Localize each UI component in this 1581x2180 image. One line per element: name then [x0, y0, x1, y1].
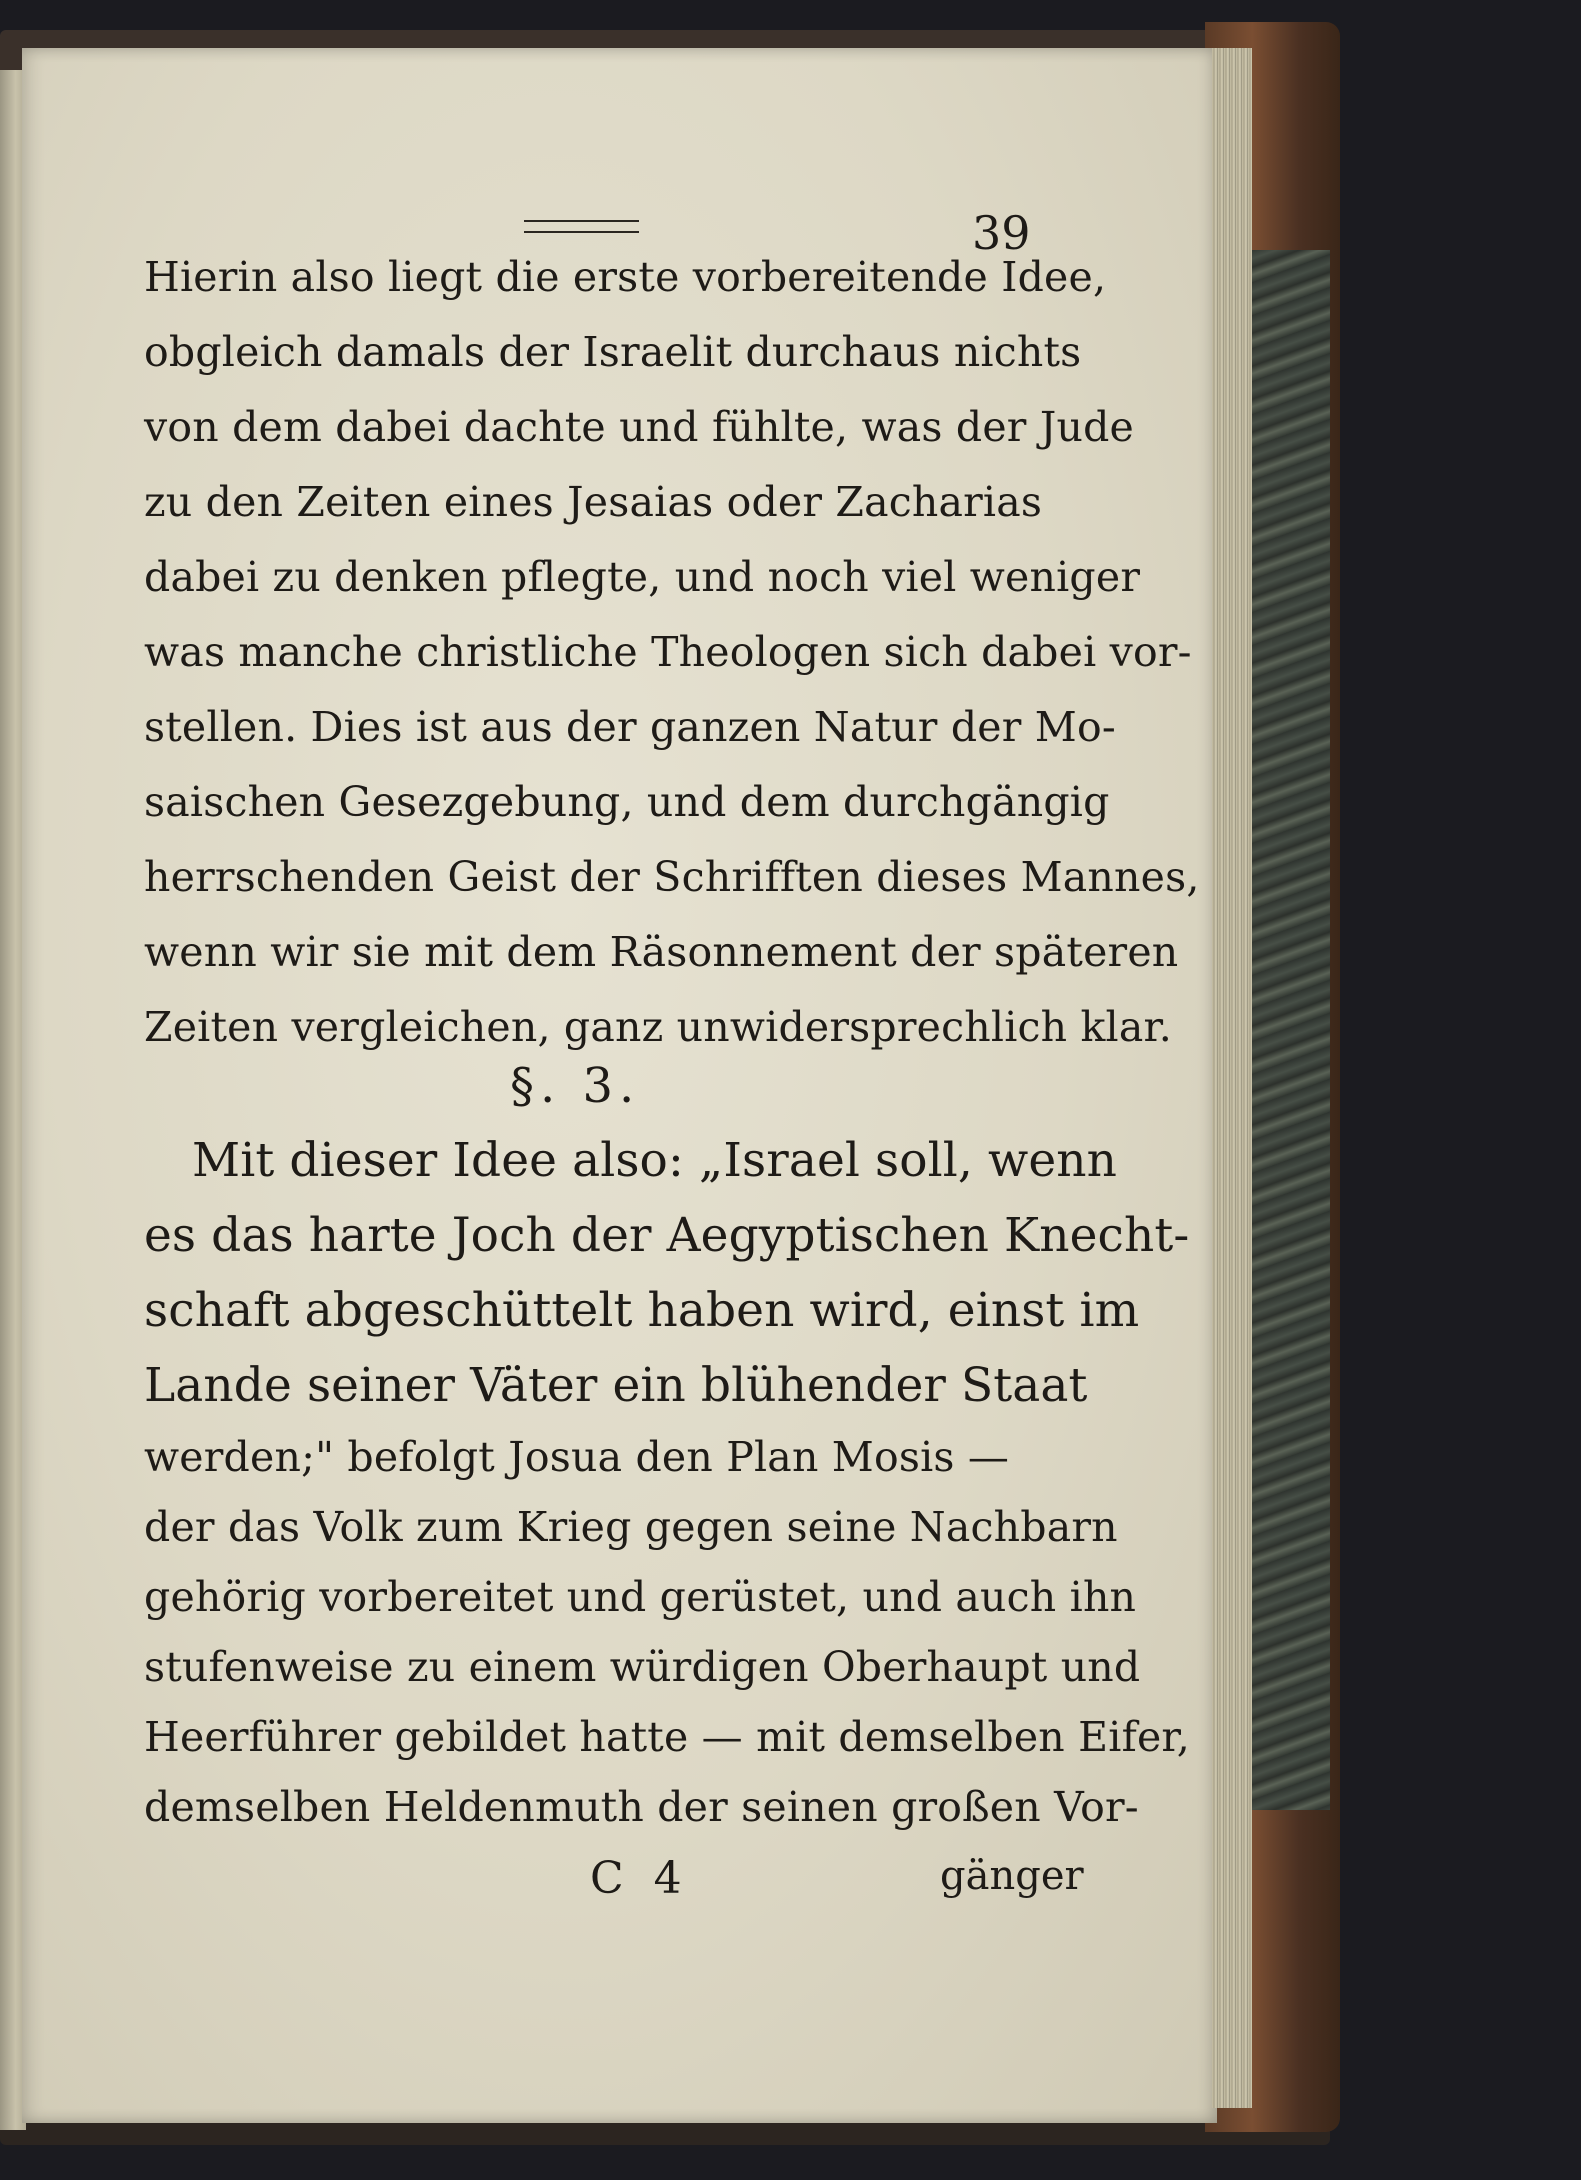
text-line: es das harte Joch der Aegyptischen Knecht-: [144, 1208, 1190, 1263]
text-line: Heerführer gebildet hatte — mit demselben Eifer,: [144, 1713, 1190, 1761]
text-line: obgleich damals der Israelit durchaus nichts: [144, 328, 1082, 376]
section-heading: §. 3.: [510, 1058, 641, 1114]
text-line: schaft abgeschüttelt haben wird, einst im: [144, 1283, 1140, 1338]
text-line: Lande seiner Väter ein blühender Staat: [144, 1358, 1088, 1413]
page-number: 39: [972, 206, 1031, 260]
text-line: zu den Zeiten eines Jesaias oder Zacharias: [144, 478, 1043, 526]
text-line: dabei zu denken pflegte, und noch viel weniger: [144, 553, 1141, 601]
text-line: herrschenden Geist der Schrifften dieses Mannes,: [144, 853, 1200, 901]
text-line: der das Volk zum Krieg gegen seine Nachbarn: [144, 1503, 1118, 1551]
catchword: gänger: [940, 1853, 1084, 1899]
text-line: Mit dieser Idee also: „Israel soll, wenn: [192, 1133, 1117, 1188]
text-line: stufenweise zu einem würdigen Oberhaupt und: [144, 1643, 1141, 1691]
text-line: Hierin also liegt die erste vorbereitende Idee,: [144, 253, 1107, 301]
signature-mark: C 4: [590, 1853, 690, 1904]
text-line: saischen Gesezgebung, und dem durchgängig: [144, 778, 1110, 826]
marbled-cover: [1250, 250, 1330, 1810]
text-line: demselben Heldenmuth der seinen großen Vor-: [144, 1783, 1139, 1831]
header-rule: [524, 220, 639, 233]
text-line: gehörig vorbereitet und gerüstet, und auch ihn: [144, 1573, 1137, 1621]
text-line: von dem dabei dachte und fühlte, was der Jude: [144, 403, 1134, 451]
text-line: wenn wir sie mit dem Räsonnement der späteren: [144, 928, 1179, 976]
text-line: was manche christliche Theologen sich dabei vor-: [144, 628, 1192, 676]
text-line: werden;" befolgt Josua den Plan Mosis —: [144, 1433, 1010, 1481]
right-page-edges: [1212, 48, 1252, 2108]
book-page: [22, 48, 1217, 2123]
text-line: stellen. Dies ist aus der ganzen Natur der Mo-: [144, 703, 1116, 751]
text-line: Zeiten vergleichen, ganz unwidersprechlich klar.: [144, 1003, 1173, 1051]
